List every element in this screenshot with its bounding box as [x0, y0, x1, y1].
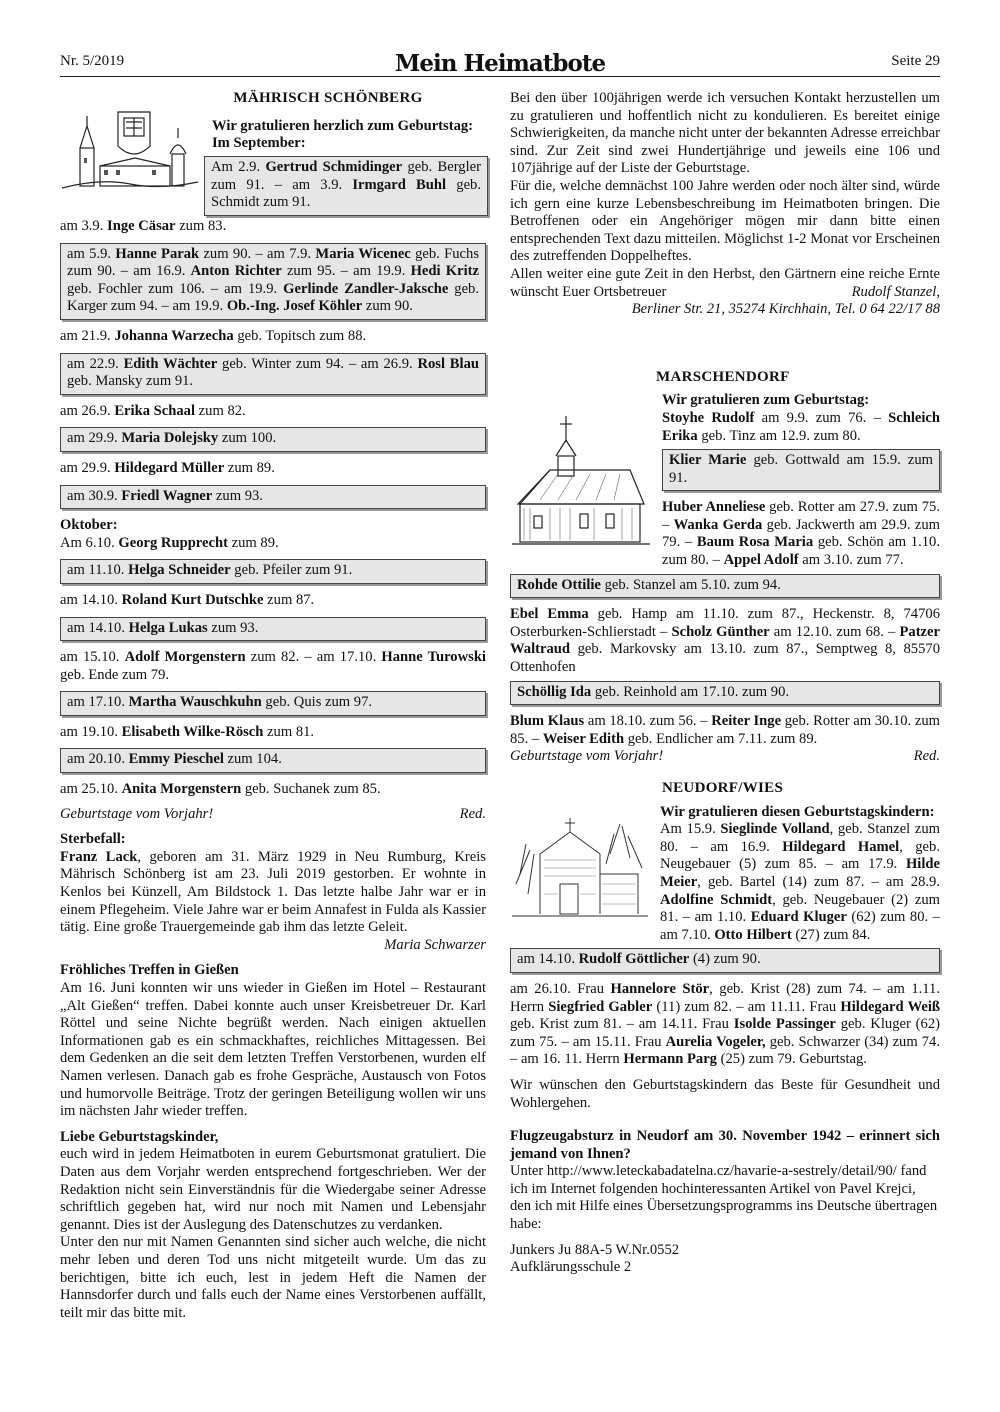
prev-year-note: Geburtstage vom Vorjahr! Red.: [60, 805, 486, 822]
marschendorf-greeting: Wir gratulieren zum Geburtstag:: [662, 392, 870, 409]
highlight-box: Klier Marie geb. Gottwald am 15.9. zum 91.: [662, 449, 940, 491]
highlight-box: Rohde Ottilie geb. Stanzel am 5.10. zum 94.: [510, 574, 940, 599]
meeting-text: Am 16. Juni konnten wir uns wieder in Gießen im Hotel – Restaurant „Alt Gießen“ treffen. Dabei konnte auch unser Kreisbetreuer Dr. Karl Röttel und seine Nichte begrüßt werden. Nach einigen aktuellen Informationen gab es ein schmackhaftes, reichliches Mittagessen. Bei dem Gedenken an die seit dem letzten Treffen Verstorbenen, wurden elf Namen verlesen. Danach gab es frohe Gespräche, Austausch von Fotos und humorvolle Beiträge. Trotz der geringen Beteiligung wollen wir uns im nächsten Jahr wieder treffen.: [60, 980, 486, 1120]
kids-text-1: euch wird in jedem Heimatboten in eurem Geburtsmonat gratuliert. Die Daten aus dem Vorjahr werden entsprechend fortgeschrieben. Wer der Redaktion nicht sein Einverständnis für die Wiedergabe seiner Adresse schriftlich gegeben hat, wird nur noch mit Namen und Lebensjahr genannt. Dies ist der Auslegung des Datenschutzes zu verdanken.: [60, 1146, 486, 1233]
highlight-box: am 30.9. Friedl Wagner zum 93.: [60, 485, 486, 510]
greeting-heading: Wir gratulieren herzlich zum Geburtstag:: [212, 118, 474, 134]
highlight-box: am 14.10. Helga Lukas zum 93.: [60, 617, 486, 642]
issue-number: Nr. 5/2019: [60, 53, 125, 70]
birthday-line: am 26.9. Erika Schaal zum 82.: [60, 402, 246, 419]
town-illustration-icon: [60, 108, 200, 200]
death-heading: Sterbefall:: [60, 831, 126, 848]
birthday-line: am 19.10. Elisabeth Wilke-Rösch zum 81.: [60, 723, 315, 740]
highlight-box: am 20.10. Emmy Pieschel zum 104.: [60, 748, 486, 773]
wish-text: Wir wünschen den Geburtstagskindern das Beste für Gesundheit und Wohlergehen.: [510, 1076, 940, 1111]
mschoenberg-head: [60, 90, 486, 218]
section-title-mschoenberg: MÄHRISCH SCHÖNBERG: [233, 90, 423, 106]
birthday-line: Huber Anneliese geb. Rotter am 27.9. zum 75. – Wanka Gerda geb. Jackwerth am 29.9. zum 79. – Baum Rosa Maria geb. Schön am 1.10. zum 80. – Appel Adolf am 3.10. zum 77.: [662, 499, 941, 569]
kids-text-2: Unter den nur mit Namen Genannten sind sicher auch welche, die nicht mehr leben und deren Tod uns nicht mitgeteilt wurde. Um das zu berichtigen, bitte ich euch, lest in jedem Heft die Namen der Hannsdorfer durch und falls euch der Name eines Verstorbenen auffällt, teilt mir das bitte mit.: [60, 1234, 486, 1321]
left-column: [60, 90, 486, 1322]
birthday-line: am 15.10. Adolf Morgenstern zum 82. – am 17.10. Hanne Turowski geb. Ende zum 79.: [60, 649, 486, 683]
birthday-line: Stoyhe Rudolf am 9.9. zum 76. – Schleich Erika geb. Tinz am 12.9. zum 80.: [662, 409, 940, 444]
birthday-line: Am 6.10. Georg Rupprecht zum 89.: [60, 534, 279, 551]
month-heading-september: Im September:: [212, 135, 306, 151]
birthday-line: Blum Klaus am 18.10. zum 56. – Reiter Inge geb. Rotter am 30.10. zum 85. – Weiser Edith geb. Endlicher am 7.11. zum 89.: [510, 713, 940, 747]
crash-text: Unter http://www.leteckabadatelna.cz/havarie-a-sestrely/detail/90/ fand ich im Internet folgenden hochinteressanten Artikel von Pavel Krejci, den ich mit Hilfe eines Übersetzungsprogramms ins Deutsche übertragen habe:: [510, 1163, 938, 1233]
page-number: Seite 29: [891, 53, 940, 70]
birthday-line: am 26.10. Frau Hannelore Stör, geb. Krist (28) zum 74. – am 1.11. Herrn Siegfried Gabler (11) zum 82. – am 11.11. Frau Hildegard Weiß geb. Krist zum 81. – am 14.11. Frau Isolde Passinger geb. Kluger (62) zum 75. – am 15.11. Frau Aurelia Vogeler, geb. Schwarzer (34) zum 74. – am 16. 11. Herrn Hermann Parg (25) zum 79. Geburtstag.: [510, 980, 941, 1068]
section-title-neudorf: NEUDORF/WIES: [662, 780, 784, 796]
month-heading-october: Oktober:: [60, 517, 118, 534]
right-column: [510, 90, 940, 1277]
highlight-box: am 17.10. Martha Wauschkuhn geb. Quis zum 97.: [60, 691, 486, 716]
crash-line-1: Junkers Ju 88A-5 W.Nr.0552: [510, 1241, 680, 1258]
kids-heading: Liebe Geburtstagskinder,: [60, 1128, 219, 1145]
prev-year-note: Geburtstage vom Vorjahr! Red.: [510, 748, 940, 765]
birthday-line: am 25.10. Anita Morgenstern geb. Suchanek zum 85.: [60, 781, 381, 798]
birthday-line: am 3.9. Inge Cäsar zum 83.: [60, 218, 227, 234]
highlight-box: am 22.9. Edith Wächter geb. Winter zum 94. – am 26.9. Rosl Blau geb. Mansky zum 91.: [60, 353, 486, 395]
marschendorf-block: [510, 392, 940, 569]
highlight-box: am 11.10. Helga Schneider geb. Pfeiler zum 91.: [60, 559, 486, 584]
page-header: [60, 50, 940, 77]
highlight-box: Am 2.9. Gertrud Schmidinger geb. Bergler zum 91. – am 3.9. Irmgard Buhl geb. Schmidt zum 91.: [204, 156, 488, 216]
birthday-line: Am 15.9. Sieglinde Volland, geb. Stanzel zum 80. – am 16.9. Hildegard Hamel, geb. Neugebauer (5) zum 85. – am 17.9. Hilde Meier, geb. Bartel (14) zum 87. – am 28.9. Adolfine Schmidt, geb. Neugebauer (2) zum 81. – am 1.10. Eduard Kluger (62) zum 80. – am 7.10. Otto Hilbert (27) zum 84.: [660, 821, 941, 943]
highlight-box: am 5.9. Hanne Parak zum 90. – am 7.9. Maria Wicenec geb. Fuchs zum 90. – am 16.9. Anton Richter zum 95. – am 19.9. Hedi Kritz geb. Fochler zum 106. – am 19.9. Gerlinde Zandler-Jaksche geb. Karger zum 94. – am 19.9. Ob.-Ing. Josef Köhler zum 90.: [60, 243, 486, 320]
death-author: Maria Schwarzer: [384, 936, 486, 953]
meeting-heading: Fröhliches Treffen in Gießen: [60, 962, 239, 979]
intro-text-2: Für die, welche demnächst 100 Jahre werden oder noch älter sind, würde ich gern eine kurze Lebensbeschreibung im Heimatboten bringen. Die Betroffenen oder ein Angehöriger mögen mir dann bitte einen entsprechenden Text dazu mitteilen. Möglichst 1-2 Monat vor Erscheinen des zutreffenden Doppelheftes.: [510, 177, 940, 265]
birthday-line: am 14.10. Roland Kurt Dutschke zum 87.: [60, 591, 315, 608]
intro-address: Berliner Str. 21, 35274 Kirchhain, Tel. 0 64 22/17 88: [631, 301, 940, 318]
highlight-box: am 29.9. Maria Dolejsky zum 100.: [60, 427, 486, 452]
death-notice: Franz Lack, geboren am 31. März 1929 in Neu Rumburg, Kreis Mährisch Schönberg ist am 23. Juli 2019 gestorben. Er wohnte in Kenlos bei Künzell, Am Bildstock 1. Das letzte halbe Jahr war er in einem Pflegeheim. Viele Jahre war er beim Annafest in Fulda als Kassier tätig. Eine große Trauergemeinde gab ihm das letzte Geleit.: [60, 848, 486, 936]
church-illustration-icon: [510, 814, 650, 924]
intro-text-1: Bei den über 100jährigen werde ich versuchen Kontakt herzustellen um zu gratulieren und hoffentlich nicht zu kondulieren. Es bereitet einige Schwierigkeiten, da manche nicht unter der bekannten Adresse erreichbar sind. Zur Zeit sind zwei Hundertjährige und jeweils eine 106 und 107jährige auf der Liste der Geburtstage.: [510, 90, 940, 177]
birthday-line: am 29.9. Hildegard Müller zum 89.: [60, 459, 275, 476]
birthday-line: am 21.9. Johanna Warzecha geb. Topitsch zum 88.: [60, 327, 367, 344]
neudorf-block: [510, 804, 940, 945]
highlight-box: am 14.10. Rudolf Göttlicher (4) zum 90.: [510, 948, 940, 973]
intro-text-3: Allen weiter eine gute Zeit in den Herbst, den Gärtnern eine reiche Ernte wünscht Euer Ortsbetreuer Rudolf Stanzel,: [510, 265, 940, 300]
crash-heading: Flugzeugabsturz in Neudorf am 30. November 1942 – erinnert sich jemand von Ihnen?: [510, 1128, 940, 1162]
newspaper-masthead: Mein Heimatbote: [394, 50, 606, 78]
crash-line-2: Aufklärungsschule 2: [510, 1259, 632, 1276]
highlight-box: Schöllig Ida geb. Reinhold am 17.10. zum 90.: [510, 681, 940, 706]
neudorf-greeting: Wir gratulieren diesen Geburtstagskindern:: [660, 803, 935, 820]
chapel-illustration-icon: [510, 412, 652, 552]
birthday-line: Ebel Emma geb. Hamp am 11.10. zum 87., Heckenstr. 8, 74706 Osterburken-Schlierstadt – Scholz Günther am 12.10. zum 68. – Patzer Waltraud geb. Markovsky am 13.10. zum 87., Semptweg 8, 85570 Ottenhofen: [510, 606, 940, 676]
section-title-marschendorf: MARSCHENDORF: [656, 368, 790, 385]
